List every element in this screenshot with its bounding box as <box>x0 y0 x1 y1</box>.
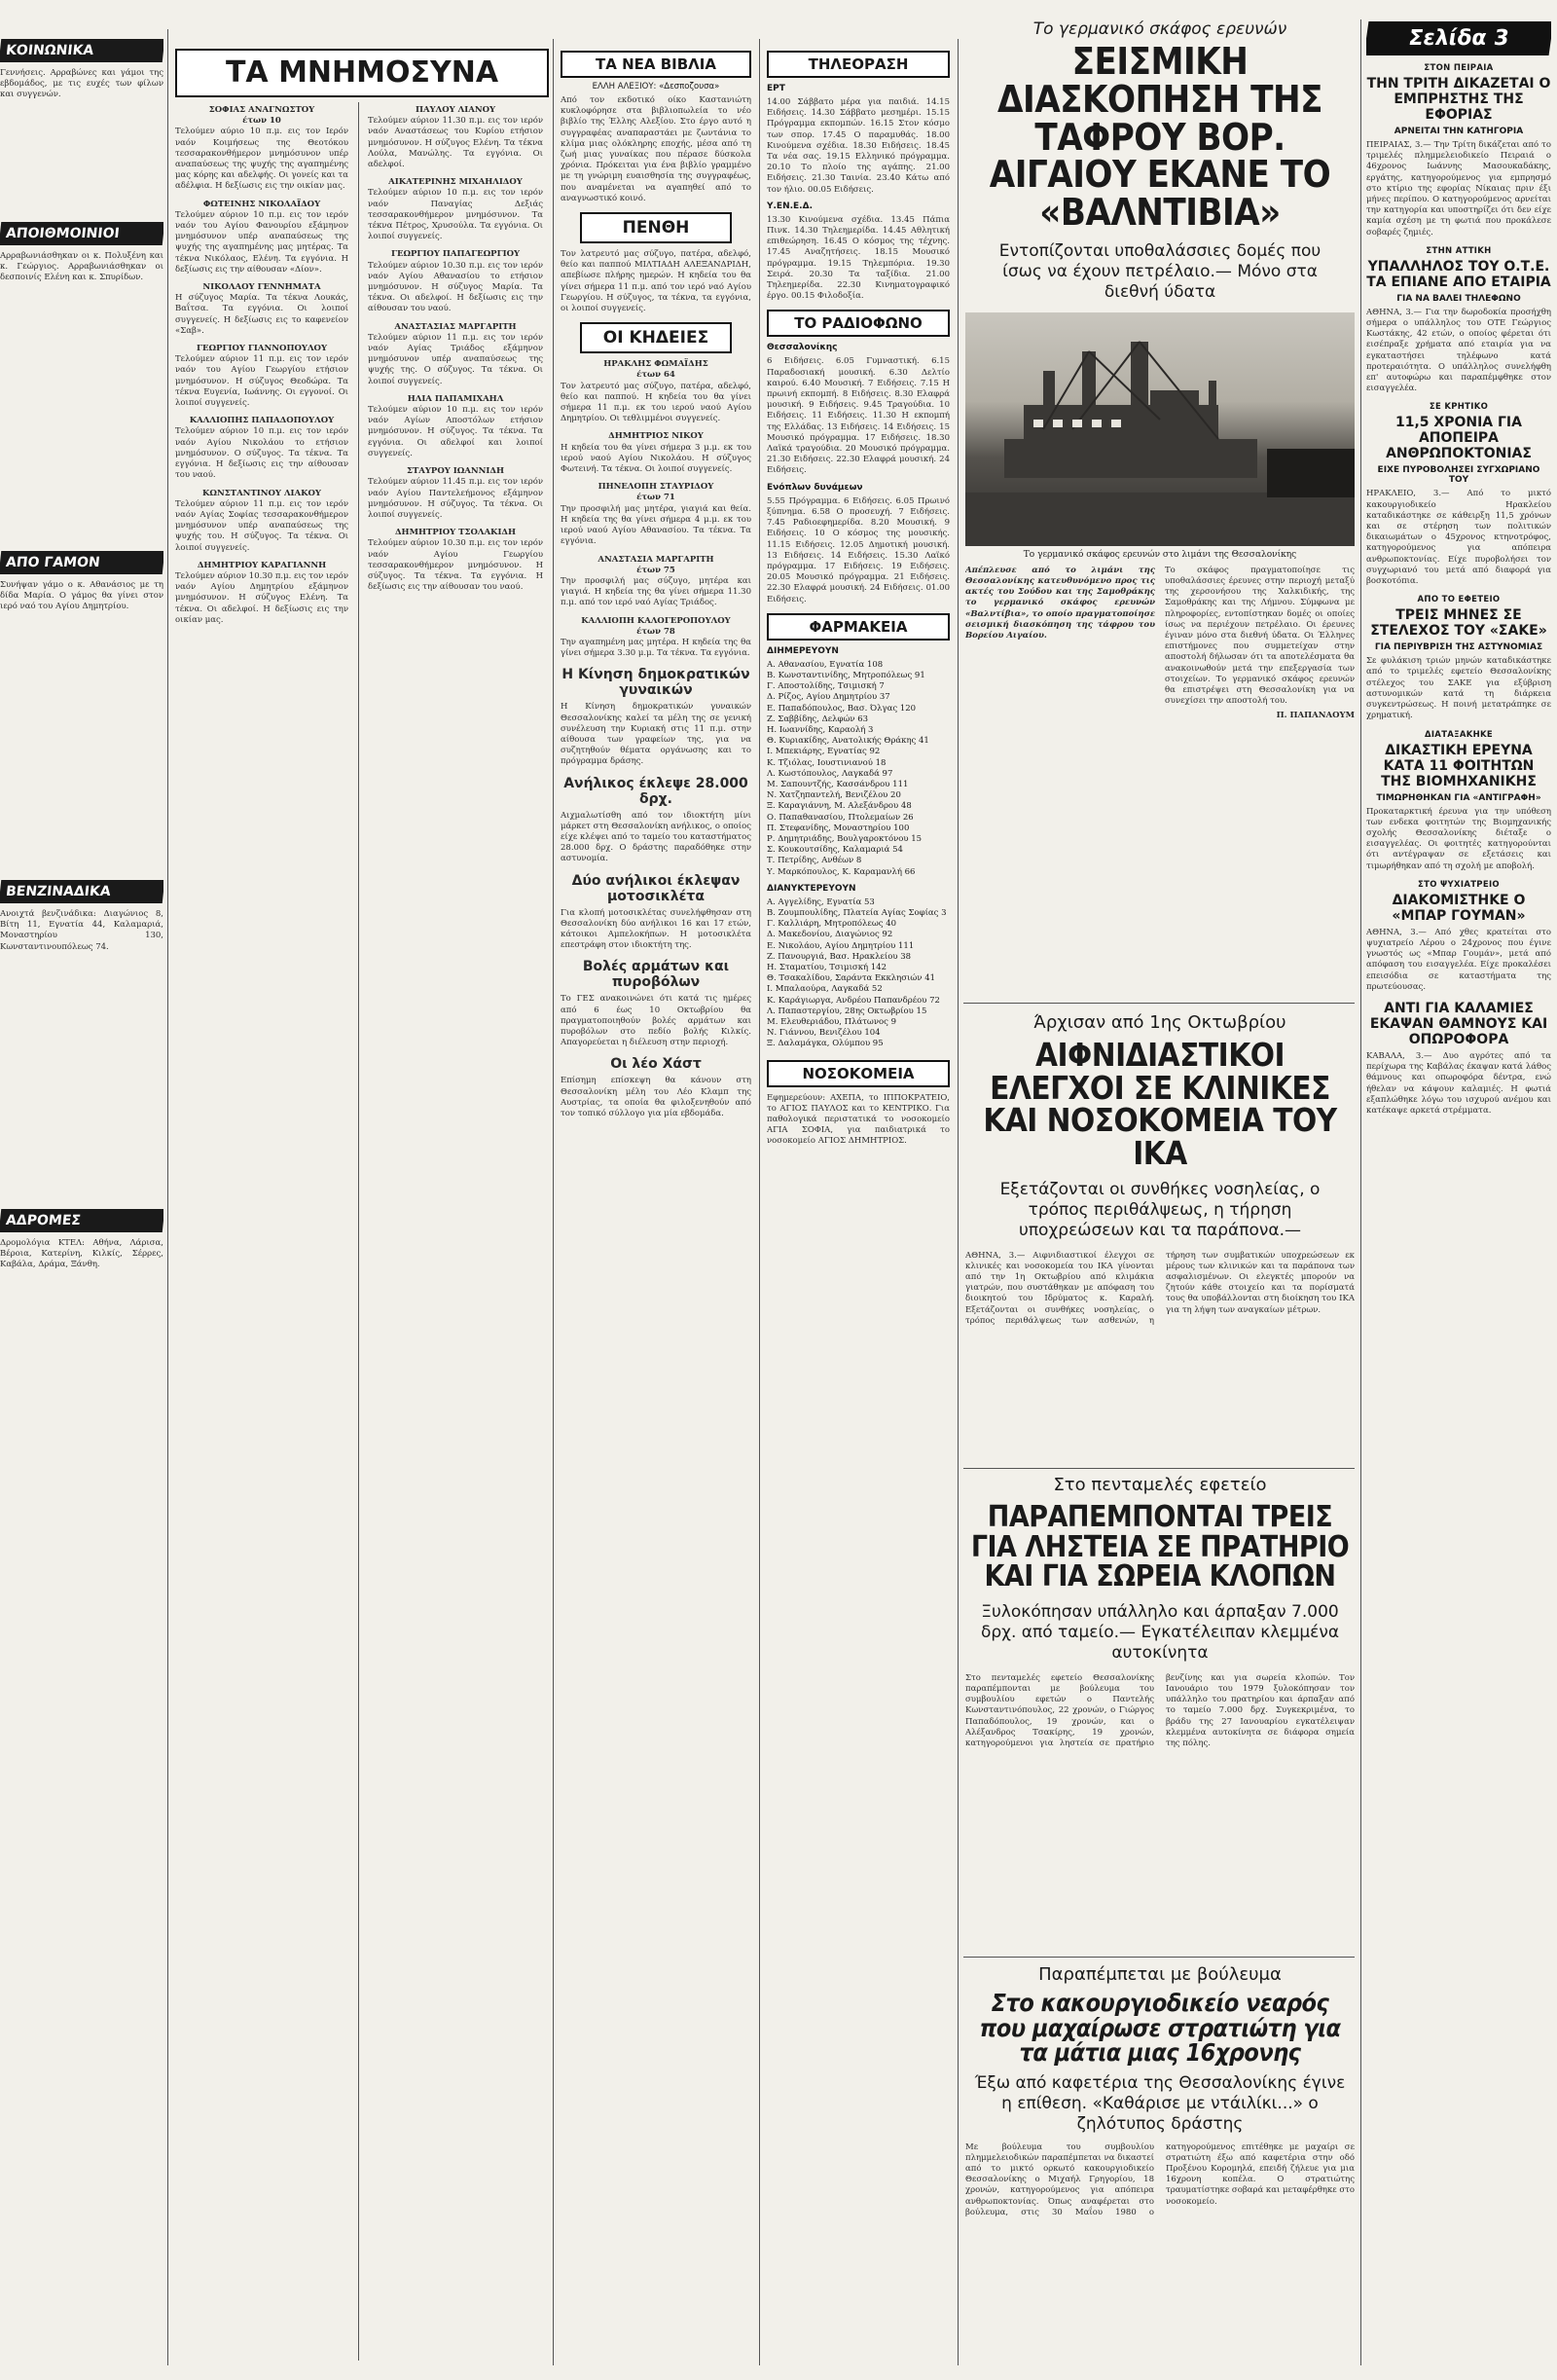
left-divider <box>167 29 168 2365</box>
state-headline: ΤΡΕΙΣ ΜΗΝΕΣ ΣΕ ΣΤΕΛΕΧΟΣ ΤΟΥ «ΣΑΚΕ» <box>1370 607 1547 640</box>
left-section-social: ΚΟΙΝΩΝΙΚΑ <box>0 39 163 62</box>
news-brief-headline: Η Κίνηση δημοκρατικών γυναικών <box>561 667 750 699</box>
memorial-item: ΝΙΚΟΛΑΟΥ ΓΕΝΝΗΜΑΤΑ Η σύζυγος Μαρία. Τα τέκνα Λουκάς, Βαΐτσα. Τα εγγόνια. Οι λοιποί συγγενείς. Η δεξίωσις εις το καφενείον «Σαβ». <box>175 282 348 336</box>
lead-deck: Εντοπίζονται υποθαλάσσιες δομές που ίσως να έχουν πετρέλαιο.— Μόνο στα διεθνή ύδατα <box>998 240 1322 302</box>
hospitals-text: Εφημερεύουν: ΑΧΕΠΑ, το ΙΠΠΟΚΡΑΤΕΙΟ, το ΑΓΙΟΣ ΠΑΥΛΟΣ και το ΚΕΝΤΡΙΚΟ. Για παθολογικά περιστατικά το νοσοκομείο ΑΓΙΑ ΣΟΦΙΑ, για παιδιατρικά το νοσοκομείο ΑΓΙΟΣ ΔΗΜΗΤΡΙΟΣ. <box>767 1092 950 1147</box>
mnimosyna-column-1 <box>175 105 348 2363</box>
ika-text: ΑΘΗΝΑ, 3.— Αιφνιδιαστικοί έλεγχοι σε κλινικές και νοσοκομεία του ΙΚΑ γίνονται από την 1η Οκτωβρίου από κλιμάκια γιατρών, που συστάθηκαν με απόφαση του διοικητού του Ιδρύματος κ. Καραλή. Εξετάζονται οι συνθήκες νοσηλείας, ο τρόπος περιθάλψεως των ασθενών, η τήρηση των συμβατικών υποχρεώσεων εκ μέρους των κλινικών και τα παράπονα των ασφαλισμένων. Οι ελεγκτές μπορούν να ζητούν κάθε στοιχείο και τα πορίσματά τους θα υποβάλλονται στη διοίκηση του ΙΚΑ για τη λήψη των αναγκαίων μέτρων. <box>965 1250 1355 1326</box>
list-item: Ε. Νικολάου, Αγίου Δημητρίου 111 <box>767 940 915 951</box>
memorial-item: ΣΤΑΥΡΟΥ ΙΩΑΝΝΙΔΗ Τελούμεν αύριον 11.45 π.μ. εις τον ιερόν ναόν Αγίου Παντελεήμονος εξάμηνον μνημόσυνον. Η σύζυγος. Τα τέκνα. Οι λοιποί συγγενείς. <box>368 466 543 520</box>
left-section-engagements: ΑΠΟΙΘΜΟΙΝΙΟΙ <box>0 222 163 245</box>
funeral-item: ΚΑΛΛΙΟΠΗ ΚΑΛΟΓΕΡΟΠΟΥΛΟΥ έτων 78 Την αγαπημένη μας μητέρα. Η κηδεία της θα γίνει σήμερα 3.30 μ.μ. Τα τέκνα. Τα εγγόνια. <box>561 615 751 659</box>
memorial-item: ΔΗΜΗΤΡΙΟΥ ΚΑΡΑΓΙΑΝΝΗ Τελούμεν αύριον 10.30 π.μ. εις τον ιερόν ναόν Αγίου Δημητρίου εξάμηνον μνημόσυνον. Η σύζυγος Ελένη. Τα τέκνα. Οι αδελφοί. Η δεξίωσις εις την οικίαν μας. <box>175 560 348 625</box>
funerals-title: ΟΙ ΚΗΔΕΙΕΣ <box>580 322 732 353</box>
stab-kicker: Παραπέμπεται με βούλευμα <box>1038 1964 1282 1985</box>
ship-illustration <box>965 312 1355 546</box>
robbery-headline: ΠΑΡΑΠΕΜΠΟΝΤΑΙ ΤΡΕΙΣ ΓΙΑ ΛΗΣΤΕΙΑ ΣΕ ΠΡΑΤΗΡΙΟ ΚΑΙ ΓΙΑ ΣΩΡΕΙΑ ΚΛΟΠΩΝ <box>970 1500 1350 1594</box>
piraeus-text: ΠΕΙΡΑΙΑΣ, 3.— Την Τρίτη δικάζεται από το τριμελές πλημμελειοδικείο Πειραιά ο 46χρονος Ιωάννης Μασουκαδάκης, εργάτης, κατηγορούμενος για εμπρησμό στο κτίριο της εφορίας Νίκαιας πριν έξι μήνες περίπου. Ο κατηγορούμενος αρνείται την κατηγορία και υποστηρίζει ότι δεν είχε καμία σχέση με τη φωτιά που προκάλεσε σοβαρές ζημιές. <box>1366 140 1551 238</box>
exam-text: Προκαταρκτική έρευνα για την υπόθεση των ενδεκα φοιτητών της Βιομηχανικής σχολής Θεσσαλονίκης διέταξε ο εισαγγελέας. Οι φοιτητές κατηγορούνται ότι αντέγραψαν σε εξετάσεις και τιμωρήθηκαν από τη σχολή με αποβολή. <box>1366 806 1551 871</box>
ika-deck: Εξετάζονται οι συνθήκες νοσηλείας, ο τρόπος περιθάλψεως, η τήρηση υποχρεώσεων και τα παράπονα.— <box>999 1179 1321 1240</box>
news-brief-headline: Οι λέο Χάστ <box>610 1056 702 1073</box>
memorial-item: ΑΝΑΣΤΑΣΙΑΣ ΜΑΡΓΑΡΙΤΗ Τελούμεν αύριον 11 π.μ. εις τον ιερόν ναόν Αγίας Τριάδος εξάμηνον μνημόσυνον υπέρ αναπαύσεως της ψυχής της. Ο σύζυγος. Τα τέκνα. Οι λοιποί συγγενείς. <box>368 321 543 386</box>
list-item: Η. Ιωαννίδης, Καραολή 3 <box>767 724 874 735</box>
list-item: Υ. Μαρκόπουλος, Κ. Καραμανλή 66 <box>767 866 916 877</box>
list-item: Σ. Κουκουτσίδης, Καλαμαριά 54 <box>767 845 903 856</box>
list-item: Δ. Μακεδονίου, Διαγώνιος 92 <box>767 930 893 940</box>
news-brief-text: Η Κίνηση δημοκρατικών γυναικών Θεσσαλονίκης καλεί τα μέλη της σε γενική συνέλευση την Κυριακή στις 11 π.μ. στην αίθουσα των γραφείων της, για να συζητηθούν θέματα οργάνωσης και το πρόγραμμα δράσης. <box>561 702 751 767</box>
robbery-text: Στο πενταμελές εφετείο Θεσσαλονίκης παραπέμπονται με βούλευμα του συμβουλίου εφετών ο Παντελής Κωνσταντινόπουλος, 22 χρονών, ο Γιώργος Παπαδόπουλος, 19 χρονών, και ο Αλέξανδρος Τσακίρης, 19 χρονών, κατηγορούμενοι για ληστεία σε πρατήριο βενζίνης και για σωρεία κλοπών. Τον Ιανουάριο του 1979 ξυλοκόπησαν τον υπάλληλο του πρατηρίου και άρπαξαν από το ταμείο 7.000 δρχ. Συγκεκριμένα, το βράδυ της 27 Ιανουαρίου εγκατέλειψαν κλεμμένα αυτοκίνητα σε διάφορα σημεία της πόλης. <box>965 1672 1355 1748</box>
page-number-label: Σελίδα 3 <box>1366 21 1551 55</box>
lead-body-columns <box>965 566 1355 722</box>
memorial-item: ΓΕΩΡΓΙΟΥ ΠΑΠΑΓΕΩΡΓΙΟΥ Τελούμεν αύριον 10.30 π.μ. εις τον ιερόν ναόν Αγίου Αθανασίου το ετήσιον μνημόσυνον. Η σύζυγος Μαρία. Τα τέκνα. Οι αδελφοί. Η δεξίωσις εις την αίθουσαν του ναού. <box>368 249 543 314</box>
radio-title: ΤΟ ΡΑΔΙΟΦΩΝΟ <box>767 310 950 337</box>
list-item: Κ. Τζιόλας, Ιουστινιανού 18 <box>767 757 887 768</box>
attica-headline: ΥΠΑΛΛΗΛΟΣ ΤΟΥ Ο.Τ.Ε. ΤΑ ΕΠΙΑΝΕ ΑΠΟ ΕΤΑΙΡΙΑ <box>1366 258 1551 290</box>
attica-kicker: ΣΤΗΝ ΑΤΤΙΚΗ <box>1426 245 1492 256</box>
pharmacies-title: ΦΑΡΜΑΚΕΙΑ <box>767 613 950 641</box>
memorial-item: ΣΟΦΙΑΣ ΑΝΑΓΝΩΣΤΟΥ έτων 10 Τελούμεν αύριο 10 π.μ. εις τον Ιερόν ναόν Κοιμήσεως της Θεοτόκου τεσσαρακονθήμερον μνημόσυνον υπέρ αναπαύσεως της ψυχής της αγαπημένης μας κόρης και αδελφής. Οι γονείς και τα αδέλφια. Η δεξίωσις εις την οικίαν μας. <box>175 105 348 192</box>
robbery-bottom-rule <box>963 1957 1355 1958</box>
state-subhead: ΓΙΑ ΠΕΡΙΥΒΡΙΣΗ ΤΗΣ ΑΣΤΥΝΟΜΙΑΣ <box>1374 642 1543 653</box>
list-item: Δ. Ρίζος, Αγίου Δημητρίου 37 <box>767 692 890 703</box>
list-item: Α. Αγγελίδης, Εγνατία 53 <box>767 897 875 907</box>
psych-headline: ΔΙΑΚΟΜΙΣΤΗΚΕ Ο «ΜΠΑΡ ΓΟΥΜΑΝ» <box>1392 892 1526 924</box>
column-divider <box>1360 19 1361 2365</box>
list-item: Ρ. Δημητριάδης, Βουλγαροκτόνου 15 <box>767 833 923 844</box>
list-item: Β. Κωνσταντινίδης, Μητροπόλεως 91 <box>767 670 925 680</box>
column-divider <box>759 39 760 2365</box>
column-divider <box>553 39 554 2365</box>
funeral-item: ΗΡΑΚΛΗΣ ΦΩΜΑΪΔΗΣ έτων 64 Τον λατρευτό μας σύζυγο, πατέρα, αδελφό, θείο και παππού. Η κηδεία του θα γίνει σήμερα 11 π.μ. εκ του ιερού ναού Αγίου Δημητρίου. Οι τεθλιμμένοι συγγενείς. <box>561 359 751 424</box>
list-item: Κ. Καράγιωργα, Ανδρέου Παπανδρέου 72 <box>767 995 940 1006</box>
list-item: Ζ. Πανουργιά, Βασ. Ηρακλείου 38 <box>767 951 912 962</box>
piraeus-subhead: ΑΡΝΕΙΤΑΙ ΤΗΝ ΚΑΤΗΓΟΡΙΑ <box>1394 127 1524 136</box>
column-4 <box>767 51 950 2358</box>
lead-photo-caption: Το γερμανικό σκάφος ερευνών στο λιμάνι της Θεσσαλονίκης <box>1023 549 1297 560</box>
kavala-headline: ΑΝΤΙ ΓΙΑ ΚΑΛΑΜΙΕΣ ΕΚΑΨΑΝ ΘΑΜΝΟΥΣ ΚΑΙ ΟΠΩΡΟΦΟΡΑ <box>1369 1000 1548 1047</box>
psych-text: ΑΘΗΝΑ, 3.— Από χθες κρατείται στο ψυχιατρείο Λέρου ο 24χρονος που έγινε γνωστός ως «Μπαρ Γουμάν», μετά από απόφαση του εισαγγελέα. Είχε προκαλέσει επεισόδια σε καταστήματα της πρωτεύουσας. <box>1366 927 1551 992</box>
stab-headline: Στο κακουργιοδικείο νεαρός που μαχαίρωσε στρατιώτη για τα μάτια μιας 16χρονης <box>979 1989 1341 2067</box>
left-text-3: Συνήψαν γάμο ο κ. Αθανάσιος με τη δίδα Μαρία. Ο γάμος θα γίνει στον ιερό ναό του Αγίου Δημητρίου. <box>0 580 163 612</box>
hospitals-title: ΝΟΣΟΚΟΜΕΙΑ <box>767 1060 950 1087</box>
lead-body-col-1 <box>965 566 1155 722</box>
funeral-item: ΑΝΑΣΤΑΣΙΑ ΜΑΡΓΑΡΙΤΗ έτων 75 Την προσφιλή μας σύζυγο, μητέρα και γιαγιά. Η κηδεία της θα γίνει σήμερα 11.30 π.μ. από τον ιερό ναό Αγίας Τριάδος. <box>561 554 751 608</box>
list-item: Π. Στεφανίδης, Μοναστηρίου 100 <box>767 823 910 833</box>
lead-bottom-rule <box>963 1003 1355 1004</box>
list-item: Ο. Παπαθανασίου, Πτολεμαίων 26 <box>767 812 914 823</box>
column-3 <box>561 51 751 2358</box>
left-text-5: Δρομολόγια ΚΤΕΛ: Αθήνα, Λάρισα, Βέροια, Κατερίνη, Κιλκίς, Σέρρες, Καβάλα, Δράμα, Ξάνθη. <box>0 1238 163 1270</box>
pharmacies-day-label: ΔΙΗΜΕΡΕΥΟΥΝ <box>767 645 839 656</box>
piraeus-headline: ΤΗΝ ΤΡΙΤΗ ΔΙΚΑΖΕΤΑΙ Ο ΕΜΠΡΗΣΤΗΣ ΤΗΣ ΕΦΟΡΙΑΣ <box>1366 76 1551 123</box>
ika-story <box>965 1012 1355 1460</box>
memorial-item: ΠΑΥΛΟΥ ΛΙΑΝΟΥ Τελούμεν αύριον 11.30 π.μ. εις τον ιερόν ναόν Αναστάσεως του Κυρίου ετήσιον μνημόσυνον. Η σύζυγος Ελένη. Τα τέκνα Λούλα, Μανώλης. Τα εγγόνια. Οι αδελφοί. <box>368 105 543 170</box>
crete-subhead: ΕΙΧΕ ΠΥΡΟΒΟΛΗΣΕΙ ΣΥΓΧΩΡΙΑΝΟ ΤΟΥ <box>1377 465 1540 486</box>
lead-headline: ΣΕΙΣΜΙΚΗ ΔΙΑΣΚΟΠΗΣΗ ΤΗΣ ΤΑΦΡΟΥ ΒΟΡ. ΑΙΓΑΙΟΥ ΕΚΑΝΕ ΤΟ «ΒΑΛΝΤΙΒΙΑ» <box>989 40 1331 234</box>
list-item: Α. Αθανασίου, Εγνατία 108 <box>767 659 884 670</box>
funeral-item: ΔΗΜΗΤΡΙΟΣ ΝΙΚΟΥ Η κηδεία του θα γίνει σήμερα 3 μ.μ. εκ του ιερού ναού Αγίου Νικολάου. Η σύζυγος Φωτεινή. Τα τέκνα. Οι λοιποί συγγενείς. <box>561 431 751 475</box>
memorial-item: ΗΛΙΑ ΠΑΠΑΜΙΧΑΗΛ Τελούμεν αύριον 10 π.μ. εις τον ιερόν ναόν Αγίων Αποστόλων ετήσιον μνημόσυνον. Η σύζυγος. Τα τέκνα. Τα εγγόνια. Οι αδελφοί και λοιποί συγγενείς. <box>368 393 543 458</box>
news-briefs <box>561 667 751 1119</box>
news-brief-text: Για κλοπή μοτοσικλέτας συνελήφθησαν στη Θεσσαλονίκη δύο ανήλικοι 16 και 17 ετών, κάτοικοι Αμπελοκήπων. Η μοτοσικλέτα επεστράφη στον ιδιοκτήτη της. <box>561 907 751 951</box>
list-item: Ξ. Καραγιάννη, Μ. Αλεξάνδρου 48 <box>767 801 912 812</box>
ika-kicker: Άρχισαν από 1ης Οκτωβρίου <box>1033 1012 1286 1033</box>
psych-kicker: ΣΤΟ ΨΥΧΙΑΤΡΕΙΟ <box>1418 879 1500 890</box>
list-item: Μ. Ελευθεριάδου, Πλάτωνος 9 <box>767 1017 896 1028</box>
penthi-title: ΠΕΝΘΗ <box>580 212 732 243</box>
news-brief-headline: Βολές αρμάτων και πυροβόλων <box>582 959 730 991</box>
lead-body: Το σκάφος πραγματοποίησε τις υποθαλάσσιες έρευνες στην περιοχή μεταξύ της χερσονήσου της Χαλκιδικής, της Σαμοθράκης και της Λήμνου. Σύμφωνα με πληροφορίες, εντοπίστηκαν δομές οι οποίες ίσως να περιέχουν πετρέλαιο. Οι έρευνες έγιναν μόνο στα διεθνή ύδατα. Οι Έλληνες επιστήμονες που συμμετείχαν στην αποστολή δήλωσαν ότι τα αποτελέσματα θα ανακοινωθούν μετά την επεξεργασία των στοιχείων. Το γερμανικό σκάφος ερευνών θα επιστρέψει στη Θεσσαλονίκη για να συνεχίσει την αποστολή του. <box>1165 565 1355 707</box>
left-strip <box>0 39 163 2375</box>
memorial-item: ΚΑΛΛΙΟΠΗΣ ΠΑΠΑΔΟΠΟΥΛΟΥ Τελούμεν αύριον 10 π.μ. εις τον ιερόν ναόν Αγίου Νικολάου το ετήσιον μνημόσυνον. Ο σύζυγος. Τα τέκνα. Τα εγγόνια. Η δεξίωσις εις την αίθουσαν του ναού. <box>175 416 348 481</box>
books-text: Από τον εκδοτικό οίκο Καστανιώτη κυκλοφόρησε στα βιβλιοπωλεία το νέο βιβλίο της Έλλης Αλεξίου. Στο έργο αυτό η συγγραφέας αναπαραστάει με ζωντάνια το κλίμα μιας ολόκληρης εποχής, μέσα από τη ζωή μιας γυναίκας που πέρασε δύσκολα χρόνια. Πρόκειται για ένα βιβλίο γραμμένο με τη γνώριμη ευαισθησία της συγγραφέως, που αναμένεται να αγαπηθεί από το αναγνωστικό κοινό. <box>561 95 751 203</box>
list-item: Λ. Κωστόπουλος, Λαγκαδά 97 <box>767 768 893 779</box>
news-brief-text: Το ΓΕΣ ανακοινώνει ότι κατά τις ημέρες από 6 έως 10 Οκτωβρίου θα πραγματοποιηθούν βολές αρμάτων και πυροβόλων στο πεδίο βολής Κιλκίς. Απαγορεύεται η διέλευση στην περιοχή. <box>561 994 751 1048</box>
left-text-4: Ανοιχτά βενζινάδικα: Διαγώνιος 8, Βίτη 11, Εγνατία 44, Καλαμαριά, Μοναστηρίου 130, Κωνσταντινουπόλεως 74. <box>0 909 163 952</box>
memorial-item: ΦΩΤΕΙΝΗΣ ΝΙΚΟΛΑΪΔΟΥ Τελούμεν αύριον 10 π.μ. εις τον ιερόν ναόν του Αγίου Φανουρίου εξάμηνον μνημόσυνον υπέρ αναπαύσεως της ψυχής της αγαπημένης μας μητέρας. Τα τέκνα Νικόλαος, Ελένη. Τα εγγόνια. Η δεξίωσις εις την αίθουσαν «Δίον». <box>175 199 348 275</box>
books-byline: ΕΛΛΗ ΑΛΕΞΙΟΥ: «Δεσποζουσα» <box>592 82 720 92</box>
pharmacy-list-day <box>767 660 950 878</box>
exam-headline: ΔΙΚΑΣΤΙΚΗ ΕΡΕΥΝΑ ΚΑΤΑ 11 ΦΟΙΤΗΤΩΝ ΤΗΣ ΒΙΟΜΗΧΑΝΙΚΗΣ <box>1381 742 1537 789</box>
left-section-weddings: ΑΠΟ ΓΑΜΟΝ <box>0 551 163 574</box>
crete-headline: 11,5 ΧΡΟΝΙΑ ΓΙΑ ΑΠΟΠΕΙΡΑ ΑΝΘΡΩΠΟΚΤΟΝΙΑΣ <box>1386 415 1532 462</box>
list-item: Ν. Χατζηπαντελή, Βενιζέλου 20 <box>767 790 901 801</box>
tv-yened-label: Υ.ΕΝ.Ε.Δ. <box>767 201 813 211</box>
exam-kicker: ΔΙΑΤΑΞΑΚΗΚΕ <box>1424 729 1494 740</box>
pharmacies-night-label: ΔΙΑΝΥΚΤΕΡΕΥΟΥΝ <box>767 883 856 894</box>
list-item: Ι. Μπαλαούρα, Λαγκαδά 52 <box>767 984 883 995</box>
stab-story <box>965 1964 1355 2373</box>
list-item: Ξ. Δαλαμάγκα, Ολύμπου 95 <box>767 1039 884 1049</box>
memorial-item: ΔΗΜΗΤΡΙΟΥ ΤΣΟΛΑΚΙΔΗ Τελούμεν αύριον 10.30 π.μ. εις τον ιερόν ναόν Αγίου Γεωργίου τεσσαρακονθήμερον μνημόσυνον. Η σύζυγος. Τα τέκνα. Τα εγγόνια. Η δεξίωσις εις την αίθουσαν του ναού. <box>368 528 543 593</box>
stab-text: Με βούλευμα του συμβουλίου πλημμελειοδικών παραπέμπεται να δικαστεί από το μικτό ορκωτό κακουργιοδικείο Θεσσαλονίκης ο Μιχαήλ Γρηγορίου, 18 χρονών, κατηγορούμενος για απόπειρα ανθρωποκτονίας. Όπως αναφέρεται στο βούλευμα, στις 30 Μαΐου 1980 ο κατηγορούμενος επιτέθηκε με μαχαίρι σε στρατιώτη έξω από καφετέρια στην οδό Προξένου Κορομηλά, επειδή ζήλευε για μια 16χρονη κοπέλα. Ο στρατιώτης τραυματίστηκε σοβαρά και μεταφέρθηκε στο νοσοκομείο. <box>965 2142 1355 2217</box>
radio-armed-text: 5.55 Πρόγραμμα. 6 Ειδήσεις. 6.05 Πρωινό ξύπνημα. 6.58 Ο προσευχή. 7 Ειδήσεις. 7.45 Ραδιοεφημερίδα. 8.20 Μουσική. 9 Ειδήσεις. 10 Ο κόσμος της μουσικής. 11.15 Ειδήσεις. 12.05 Δημοτική μουσική. 13 Ειδήσεις. 14 Ειδήσεις. 15.30 Λαϊκό πρόγραμμα. 17 Ειδήσεις. 19 Ειδήσεις. 20.05 Μουσικό πρόγραμμα. 21 Ειδήσεις. 22.30 Ελαφρά μουσική. 24 Ειδήσεις. 01.00 Ειδήσεις. <box>767 495 950 604</box>
list-item: Λ. Παπαστεργίου, 28ης Οκτωβρίου 15 <box>767 1006 927 1016</box>
right-sidebar <box>1366 21 1551 2372</box>
state-text: Σε φυλάκιση τριών μηνών καταδικάστηκε από το τριμελές εφετείο Θεσσαλονίκης στέλεχος του ΣΑΚΕ για εξύβριση αστυνομικών κατά τη διάρκεια συγκεντρώσεως. Η ποινή μετατράπηκε σε χρηματική. <box>1366 656 1551 721</box>
column-divider <box>958 39 959 2365</box>
memorial-item: ΓΕΩΡΓΙΟΥ ΓΙΑΝΝΟΠΟΥΛΟΥ Τελούμεν αύριον 11 π.μ. εις τον ιερόν ναόν του Αγίου Γεωργίου ετήσιον μνημόσυνον. Η σύζυγος Θεοδώρα. Τα τέκνα Ευγενία, Ιωάννης. Οι εγγονοί. Οι λοιποί συγγενείς. <box>175 344 348 409</box>
list-item: Μ. Σαπουντζής, Κασσάνδρου 111 <box>767 779 909 789</box>
list-item: Β. Ζουμπουλίδης, Πλατεία Αγίας Σοφίας 3 <box>767 907 947 918</box>
lead-kicker: Το γερμανικό σκάφος ερευνών <box>1032 19 1287 39</box>
list-item: Ε. Παπαδόπουλος, Βασ. Όλγας 120 <box>767 703 917 714</box>
tv-yened-text: 13.30 Κινούμενα σχέδια. 13.45 Πάπια Πινκ. 14.30 Τηλεημερίδα. 14.45 Αθλητική επιθεώρηση. 16.45 Ο κόσμος της τέχνης. 17.45 Αναζητήσεις. 18.15 Μουσικό πρόγραμμα. 19.15 Τηλεμπόρια. 19.30 Σειρά. 20.30 Τα ταξίδια. 21.00 Τηλεημερίδα. 22.30 Κινηματογραφικό έργο. 00.15 Φιλοδοξία. <box>767 214 950 302</box>
mnimosyna-divider <box>358 102 359 2361</box>
funeral-item: ΠΗΝΕΛΟΠΗ ΣΤΑΥΡΙΔΟΥ έτων 71 Την προσφιλή μας μητέρα, γιαγιά και θεία. Η κηδεία της θα γίνει σήμερα 4 μ.μ. εκ του ιερού ναού Αγίου Αθανασίου. Τα τέκνα. Τα εγγόνια. <box>561 482 751 547</box>
list-item: Ζ. Σαββίδης, Δελφών 63 <box>767 714 869 724</box>
tv-title: ΤΗΛΕΟΡΑΣΗ <box>767 51 950 78</box>
news-brief-headline: Ανήλικος έκλεψε 28.000 δρχ. <box>563 775 748 807</box>
news-brief-text: Αιχμαλωτίσθη από τον ιδιοκτήτη μίνι μάρκετ στη Θεσσαλονίκη ανήλικος, ο οποίος είχε κλέψει από το ταμείο του καταστήματος 28.000 δρχ. Ο δράστης παραδόθηκε στην αστυνομία. <box>561 810 751 864</box>
radio-thess-label: Θεσσαλονίκης <box>767 343 838 353</box>
list-item: Γ. Αποστολίδης, Τσιμισκή 7 <box>767 681 885 692</box>
memorial-item: ΑΙΚΑΤΕΡΙΝΗΣ ΜΙΧΑΗΛΙΔΟΥ Τελούμεν αύριον 10 π.μ. εις τον ιερόν ναόν Παναγίας Δεξιάς τεσσαρακονθήμερον μνημόσυνον. Τα τέκνα Πέτρος, Χρυσούλα. Τα εγγόνια. Οι λοιποί συγγενείς. <box>368 177 543 242</box>
mnimosyna-title: ΤΑ ΜΝΗΜΟΣΥΝΑ <box>175 49 549 97</box>
lead-photo <box>965 312 1355 546</box>
left-section-gas-stations: ΒΕΝΖΙΝΑΔΙΚΑ <box>0 880 163 903</box>
crete-text: ΗΡΑΚΛΕΙΟ, 3.— Από το μικτό κακουργιοδικείο Ηρακλείου καταδικάστηκε σε κάθειρξη 11,5 χρόνων και σε στέρηση των πολιτικών δικαιωμάτων ο 45χρονος κτηνοτρόφος, κατηγορούμενος για απόπειρα ανθρωποκτονίας. Είχε πυροβολήσει τον συγχωριανό του μετά από διαφορά για βοσκοτόπια. <box>1366 489 1551 587</box>
left-text-1: Γεννήσεις. Αρραβώνες και γάμοι της εβδομάδος, με τις ευχές των φίλων και συγγενών. <box>0 68 163 100</box>
radio-thess-text: 6 Ειδήσεις. 6.05 Γυμναστική. 6.15 Παραδοσιακή μουσική. 6.30 Δελτίο καιρού. 6.40 Μουσική. 7 Ειδήσεις. 7.15 Η πρωινή εκπομπή. 8 Ειδήσεις. 8.30 Ελαφρά μουσική. 9 Ειδήσεις. 9.45 Τραγούδια. 10 Ειδήσεις. 11 Ειδήσεις. 11.30 Η εκπομπή της Ελλάδας. 13 Ειδήσεις. 14 Ειδήσεις. 15 Μουσικό πρόγραμμα. 17 Ειδήσεις. 18.30 Λαϊκά τραγούδια. 20 Μουσικό πρόγραμμα. 21.30 Ειδήσεις. 22.30 Ελαφρά μουσική. 24 Ειδήσεις. <box>767 356 950 476</box>
ika-headline: ΑΙΦΝΙΔΙΑΣΤΙΚΟΙ ΕΛΕΓΧΟΙ ΣΕ ΚΛΙΝΙΚΕΣ ΚΑΙ ΝΟΣΟΚΟΜΕΙΑ ΤΟΥ ΙΚΑ <box>983 1036 1337 1172</box>
radio-armed-label: Ενόπλων δυνάμεων <box>767 482 863 493</box>
tv-ert-label: ΕΡΤ <box>767 84 785 93</box>
list-item: Τ. Πετρίδης, Ανθέων 8 <box>767 856 862 866</box>
pharmacy-list-night <box>767 897 950 1050</box>
funerals-list <box>561 359 751 659</box>
robbery-story <box>965 1475 1355 1952</box>
attica-text: ΑΘΗΝΑ, 3.— Για την δωροδοκία προσήχθη σήμερα ο υπάλληλος του ΟΤΕ Γεώργιος Κωστάκης, 42 ετών, ο οποίος φέρεται ότι εισέπραξε χρήματα από εταιρία για να εγκαταστήσει τηλέφωνο κατά προτεραιότητα. Ο υπάλληλος συνελήφθη επ' αυτοφώρω και παραπέμφθηκε στον εισαγγελέα. <box>1366 307 1551 394</box>
stab-deck: Έξω από καφετέρια της Θεσσαλονίκης έγινε η επίθεση. «Καθάρισε με ντάιλίκι...» ο ζηλότυπος δράστης <box>974 2072 1346 2134</box>
news-brief-text: Επίσημη επίσκεψη θα κάνουν στη Θεσσαλονίκη μέλη του Λέο Κλαμπ της Αυστρίας, τα οποία θα φιλοξενηθούν από τον τοπικό σύλλογο για μία εβδομάδα. <box>561 1076 751 1118</box>
lead-body-col-2 <box>1165 566 1355 722</box>
attica-subhead: ΓΙΑ ΝΑ ΒΑΛΕΙ ΤΗΛΕΦΩΝΟ <box>1396 293 1521 304</box>
tv-ert-text: 14.00 Σάββατο μέρα για παιδιά. 14.15 Ειδήσεις. 14.30 Σάββατο μεσημέρι. 15.15 Πρόγραμμα εκπομπών. 16.15 Στον κόσμο των σπορ. 17.45 Ο παραμυθάς. 18.00 Κινούμενα σχέδια. 18.30 Ειδήσεις. 18.45 Τα νέα σας. 19.15 Ελληνικό πρόγραμμα. 20.10 Το πλοίο της αγάπης. 21.00 Ειδήσεις. 21.30 Ταινία. 23.40 Κάτω από τον ήλιο. 00.05 Ειδήσεις. <box>767 97 950 195</box>
ika-bottom-rule <box>963 1468 1355 1469</box>
list-item: Ν. Γιάννου, Βενιζέλου 104 <box>767 1028 881 1039</box>
kavala-text: ΚΑΒΑΛΑ, 3.— Δυο αγρότες από τα περίχωρα της Καβάλας έκαψαν κατά λάθος θάμνους και οπωροφόρα δέντρα, ενώ ήθελαν να κάψουν καλαμιές. Η φωτιά εξαπλώθηκε λόγω του ισχυρού ανέμου και κατέκαψε αρκετά στρέμματα. <box>1366 1050 1551 1116</box>
robbery-kicker: Στο πενταμελές εφετείο <box>1053 1475 1267 1495</box>
books-title: ΤΑ ΝΕΑ ΒΙΒΛΙΑ <box>561 51 751 78</box>
penthi-text: Τον λατρευτό μας σύζυγο, πατέρα, αδελφό, θείο και παππού ΜΙΛΤΙΑΔΗ ΑΛΕΞΑΝΔΡΙΔΗ, απεβίωσε πλήρης ημερών. Η κηδεία του θα γίνει σήμερα 11 π.μ. από τον ιερό ναό Αγίου Γεωργίου. Η σύζυγος, τα τέκνα, τα εγγόνια, οι λοιποί συγγενείς. <box>561 249 751 314</box>
crete-kicker: ΣΕ ΚΡΗΤΙΚΟ <box>1429 402 1489 413</box>
left-text-2: Αρραβωνιάσθηκαν οι κ. Πολυξένη και κ. Γεώργιος. Αρραβωνιάσθηκαν οι δεσποινίς Ελένη και κ. Σπυρίδων. <box>0 251 163 283</box>
lead-byline: Π. ΠΑΠΑΝΑΟΥΜ <box>1276 711 1355 721</box>
memorial-item: ΚΩΝΣΤΑΝΤΙΝΟΥ ΛΙΑΚΟΥ Τελούμεν αύριον 11 π.μ. εις τον ιερόν ναόν Αγίας Σοφίας τεσσαρακονθήμερον μνημόσυνον υπέρ αναπαύσεως της ψυχής του. Η σύζυγος. Τα τέκνα. Οι λοιποί συγγενείς. <box>175 488 348 553</box>
mnimosyna-column-2 <box>368 105 543 2363</box>
news-brief-headline: Δύο ανήλικοι έκλεψαν μοτοσικλέτα <box>571 872 741 904</box>
exam-subhead: ΤΙΜΩΡΗΘΗΚΑΝ ΓΙΑ «ΑΝΤΙΓΡΑΦΗ» <box>1376 792 1541 803</box>
left-section-routes: ΑΔΡΟΜΕΣ <box>0 1209 163 1232</box>
lead-intro: Απέπλευσε από το λιμάνι της Θεσσαλονίκης κατευθυνόμενο προς τις ακτές του Σούδου και της Σαμοθράκης το γερμανικό σκάφος ερευνών «Βαλντίβια», το οποίο πραγματοποίησε σεισμική διασκόπηση της τάφρου του Βορείου Αιγαίου. <box>965 565 1155 641</box>
lead-story <box>965 19 1355 1003</box>
piraeus-kicker: ΣΤΟΝ ΠΕΙΡΑΙΑ <box>1424 63 1494 73</box>
robbery-deck: Ξυλοκόπησαν υπάλληλο και άρπαξαν 7.000 δρχ. από ταμείο.— Εγκατέλειπαν κλεμμένα αυτοκίνητα <box>980 1601 1340 1663</box>
list-item: Γ. Καλλιάρη, Μητροπόλεως 40 <box>767 919 897 930</box>
list-item: Ι. Μπεκιάρης, Εγνατίας 92 <box>767 747 881 757</box>
list-item: Θ. Τσακαλίδου, Σαράντα Εκκλησιών 41 <box>767 973 936 984</box>
list-item: Θ. Κυριακίδης, Ανατολικής Θράκης 41 <box>767 736 929 747</box>
list-item: Η. Σταματίου, Τσιμισκή 142 <box>767 963 887 972</box>
state-kicker: ΑΠΟ ΤΟ ΕΦΕΤΕΙΟ <box>1417 595 1501 605</box>
